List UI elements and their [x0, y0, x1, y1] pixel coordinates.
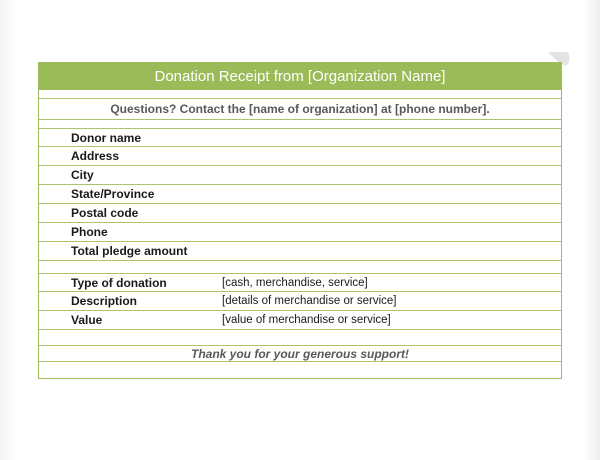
spacer-row	[39, 120, 561, 129]
postal-code-label: Postal code	[71, 206, 139, 220]
donation-receipt-table	[38, 62, 562, 379]
value-row	[39, 311, 561, 330]
spacer-row	[39, 90, 561, 99]
spacer-row	[39, 261, 561, 274]
state-province-label: State/Province	[71, 187, 155, 201]
total-pledge-row	[39, 242, 561, 261]
donor-name-row	[39, 129, 561, 147]
address-label: Address	[71, 149, 120, 163]
value-label: Value	[71, 313, 103, 327]
contact-row	[39, 99, 561, 120]
spacer-row	[39, 362, 561, 378]
phone-row	[39, 223, 561, 242]
thanks-row	[39, 346, 561, 362]
donation-type-row	[39, 274, 561, 292]
spacer-row	[39, 330, 561, 346]
value-value: [value of merchandise or service]	[222, 314, 391, 326]
thanks-text: Thank you for your generous support!	[190, 347, 409, 361]
description-value: [details of merchandise or service]	[222, 295, 397, 307]
receipt-title: Donation Receipt from [Organization Name]	[39, 63, 561, 90]
description-row	[39, 292, 561, 311]
donor-name-label: Donor name	[71, 130, 142, 145]
contact-text: Questions? Contact the [name of organization] at [phone number].	[110, 102, 490, 116]
postal-code-row	[39, 204, 561, 223]
address-row	[39, 147, 561, 166]
phone-label: Phone	[71, 225, 108, 239]
donation-type-value: [cash, merchandise, service]	[222, 276, 368, 289]
description-label: Description	[71, 294, 138, 308]
donation-type-label: Type of donation	[71, 275, 167, 290]
total-pledge-label: Total pledge amount	[71, 244, 188, 258]
state-province-row	[39, 185, 561, 204]
city-label: City	[71, 168, 94, 182]
city-row	[39, 166, 561, 185]
